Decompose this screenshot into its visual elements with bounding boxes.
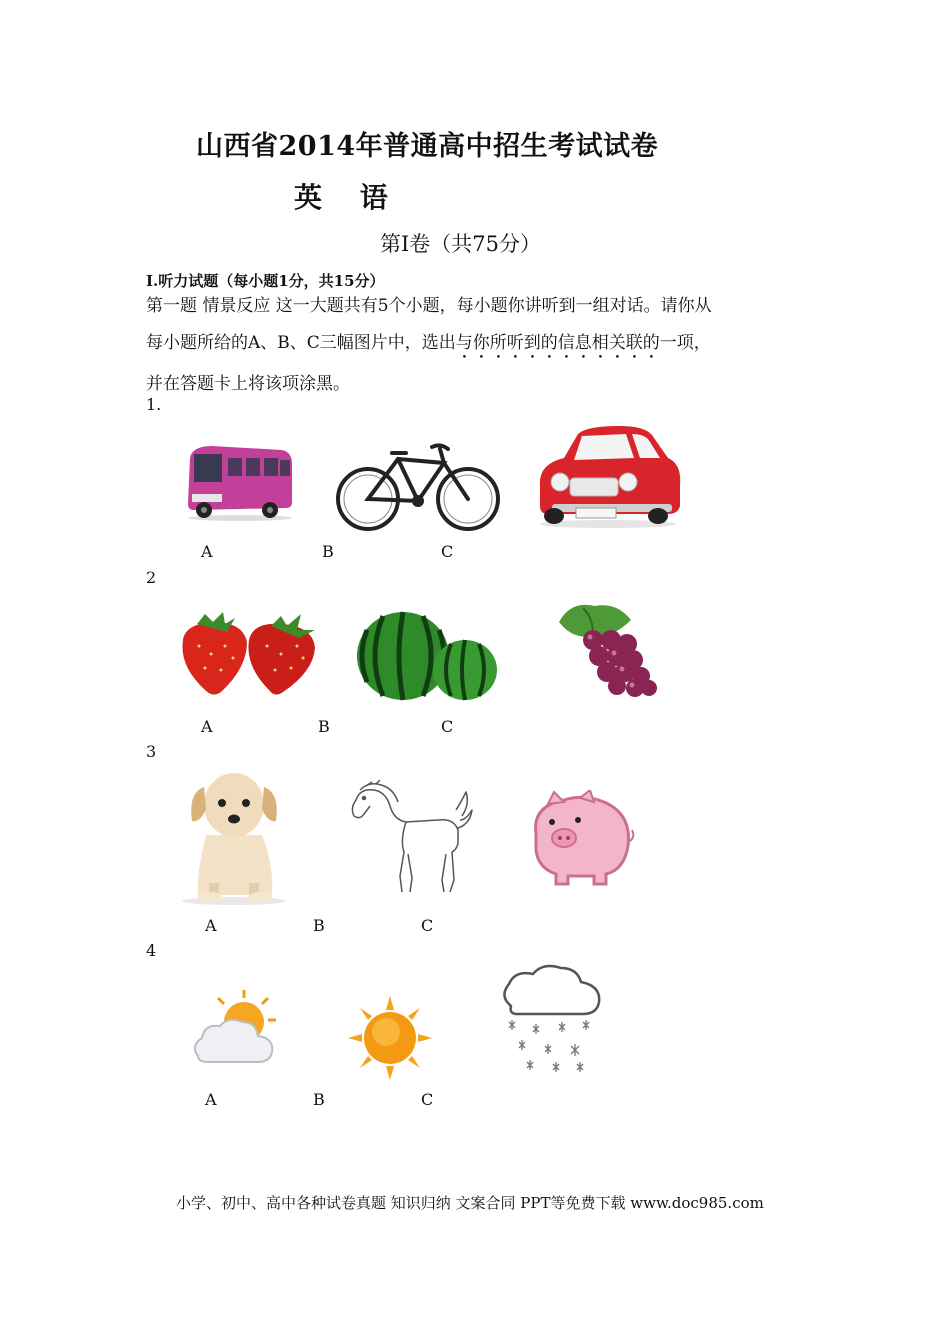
- option-label: A: [201, 542, 213, 561]
- option-label: B: [313, 1090, 325, 1109]
- instruction-text: 每小题所给的A、B、C三幅图片中，选出: [146, 333, 456, 353]
- option-label: C: [441, 542, 454, 561]
- question-number: 4: [146, 941, 157, 960]
- option-label: C: [421, 1090, 434, 1109]
- question-number: 2: [146, 568, 157, 587]
- option-label: B: [318, 717, 330, 736]
- option-label: B: [313, 916, 325, 935]
- subject-title: 英 语: [294, 181, 402, 214]
- option-label: A: [201, 717, 213, 736]
- option-label: A: [205, 1090, 217, 1109]
- question-number: 1.: [146, 395, 162, 414]
- bicycle-icon: [336, 435, 501, 535]
- option-label: B: [322, 542, 334, 561]
- page-footer: 小学、初中、高中各种试卷真题 知识归纳 文案合同 PPT等免费下载 www.doc985.com: [176, 1194, 764, 1212]
- horse-icon: [346, 780, 474, 902]
- strawberry-icon: [175, 610, 325, 702]
- car-icon: [530, 424, 685, 530]
- instruction-line-1: 第一题 情景反应 这一大题共有5个小题，每小题你讲听到一组对话。请你从: [146, 296, 712, 316]
- instruction-line-3: 并在答题卡上将该项涂黑。: [146, 374, 350, 394]
- exam-title: 山西省2014年普通高中招生考试试卷: [196, 131, 659, 162]
- option-label: C: [441, 717, 454, 736]
- puppy-icon: [176, 765, 291, 907]
- option-label: A: [205, 916, 217, 935]
- partly-cloudy-icon: [188, 988, 280, 1074]
- part-heading: 第I卷（共75分）: [380, 232, 542, 256]
- grapes-icon: [553, 600, 663, 700]
- instruction-text: 一项，: [659, 333, 711, 353]
- instruction-line-2: [146, 328, 711, 363]
- section-heading: I.听力试题（每小题1分，共15分）: [146, 272, 385, 290]
- snow-cloud-icon: [497, 962, 605, 1080]
- bus-icon: [182, 440, 297, 522]
- watermelon-icon: [355, 610, 500, 702]
- option-label: C: [421, 916, 434, 935]
- emphasized-text: 与你所听到的信息相关联的: [455, 333, 660, 353]
- sun-icon: [348, 996, 432, 1080]
- pig-icon: [524, 790, 636, 890]
- question-number: 3: [146, 742, 157, 761]
